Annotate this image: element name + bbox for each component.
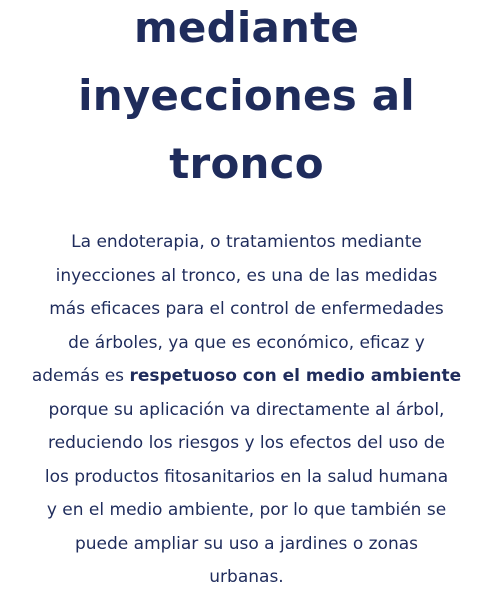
heading-line: mediante [133,3,360,52]
paragraph-line: La endoterapia, o tratamientos mediante [71,232,422,252]
paragraph-line [0,360,493,394]
emphasis-text: respetuoso con el medio ambiente [129,366,462,386]
heading-line: inyecciones al [78,71,415,120]
paragraph-line: más eficaces para el control de enfermedades [49,299,444,319]
paragraph-line: urbanas. [209,567,284,587]
paragraph-line: los productos fitosanitarios en la salud humana [44,466,449,487]
paragraph-line: porque su aplicación va directamente al árbol, [48,399,445,420]
heading-line: tronco [169,139,324,188]
body-paragraph [0,226,493,595]
section-heading [0,0,493,198]
paragraph-line: puede ampliar su uso a jardines o zonas [74,533,418,554]
paragraph-line: inyecciones al tronco, es una de las medidas [55,265,438,286]
paragraph-line: de árboles, ya que es económico, eficaz y [68,332,425,353]
paragraph-line: y en el medio ambiente, por lo que también se [46,500,447,520]
paragraph-line: reduciendo los riesgos y los efectos del uso de [48,433,445,453]
paragraph-text: además es [31,366,130,386]
